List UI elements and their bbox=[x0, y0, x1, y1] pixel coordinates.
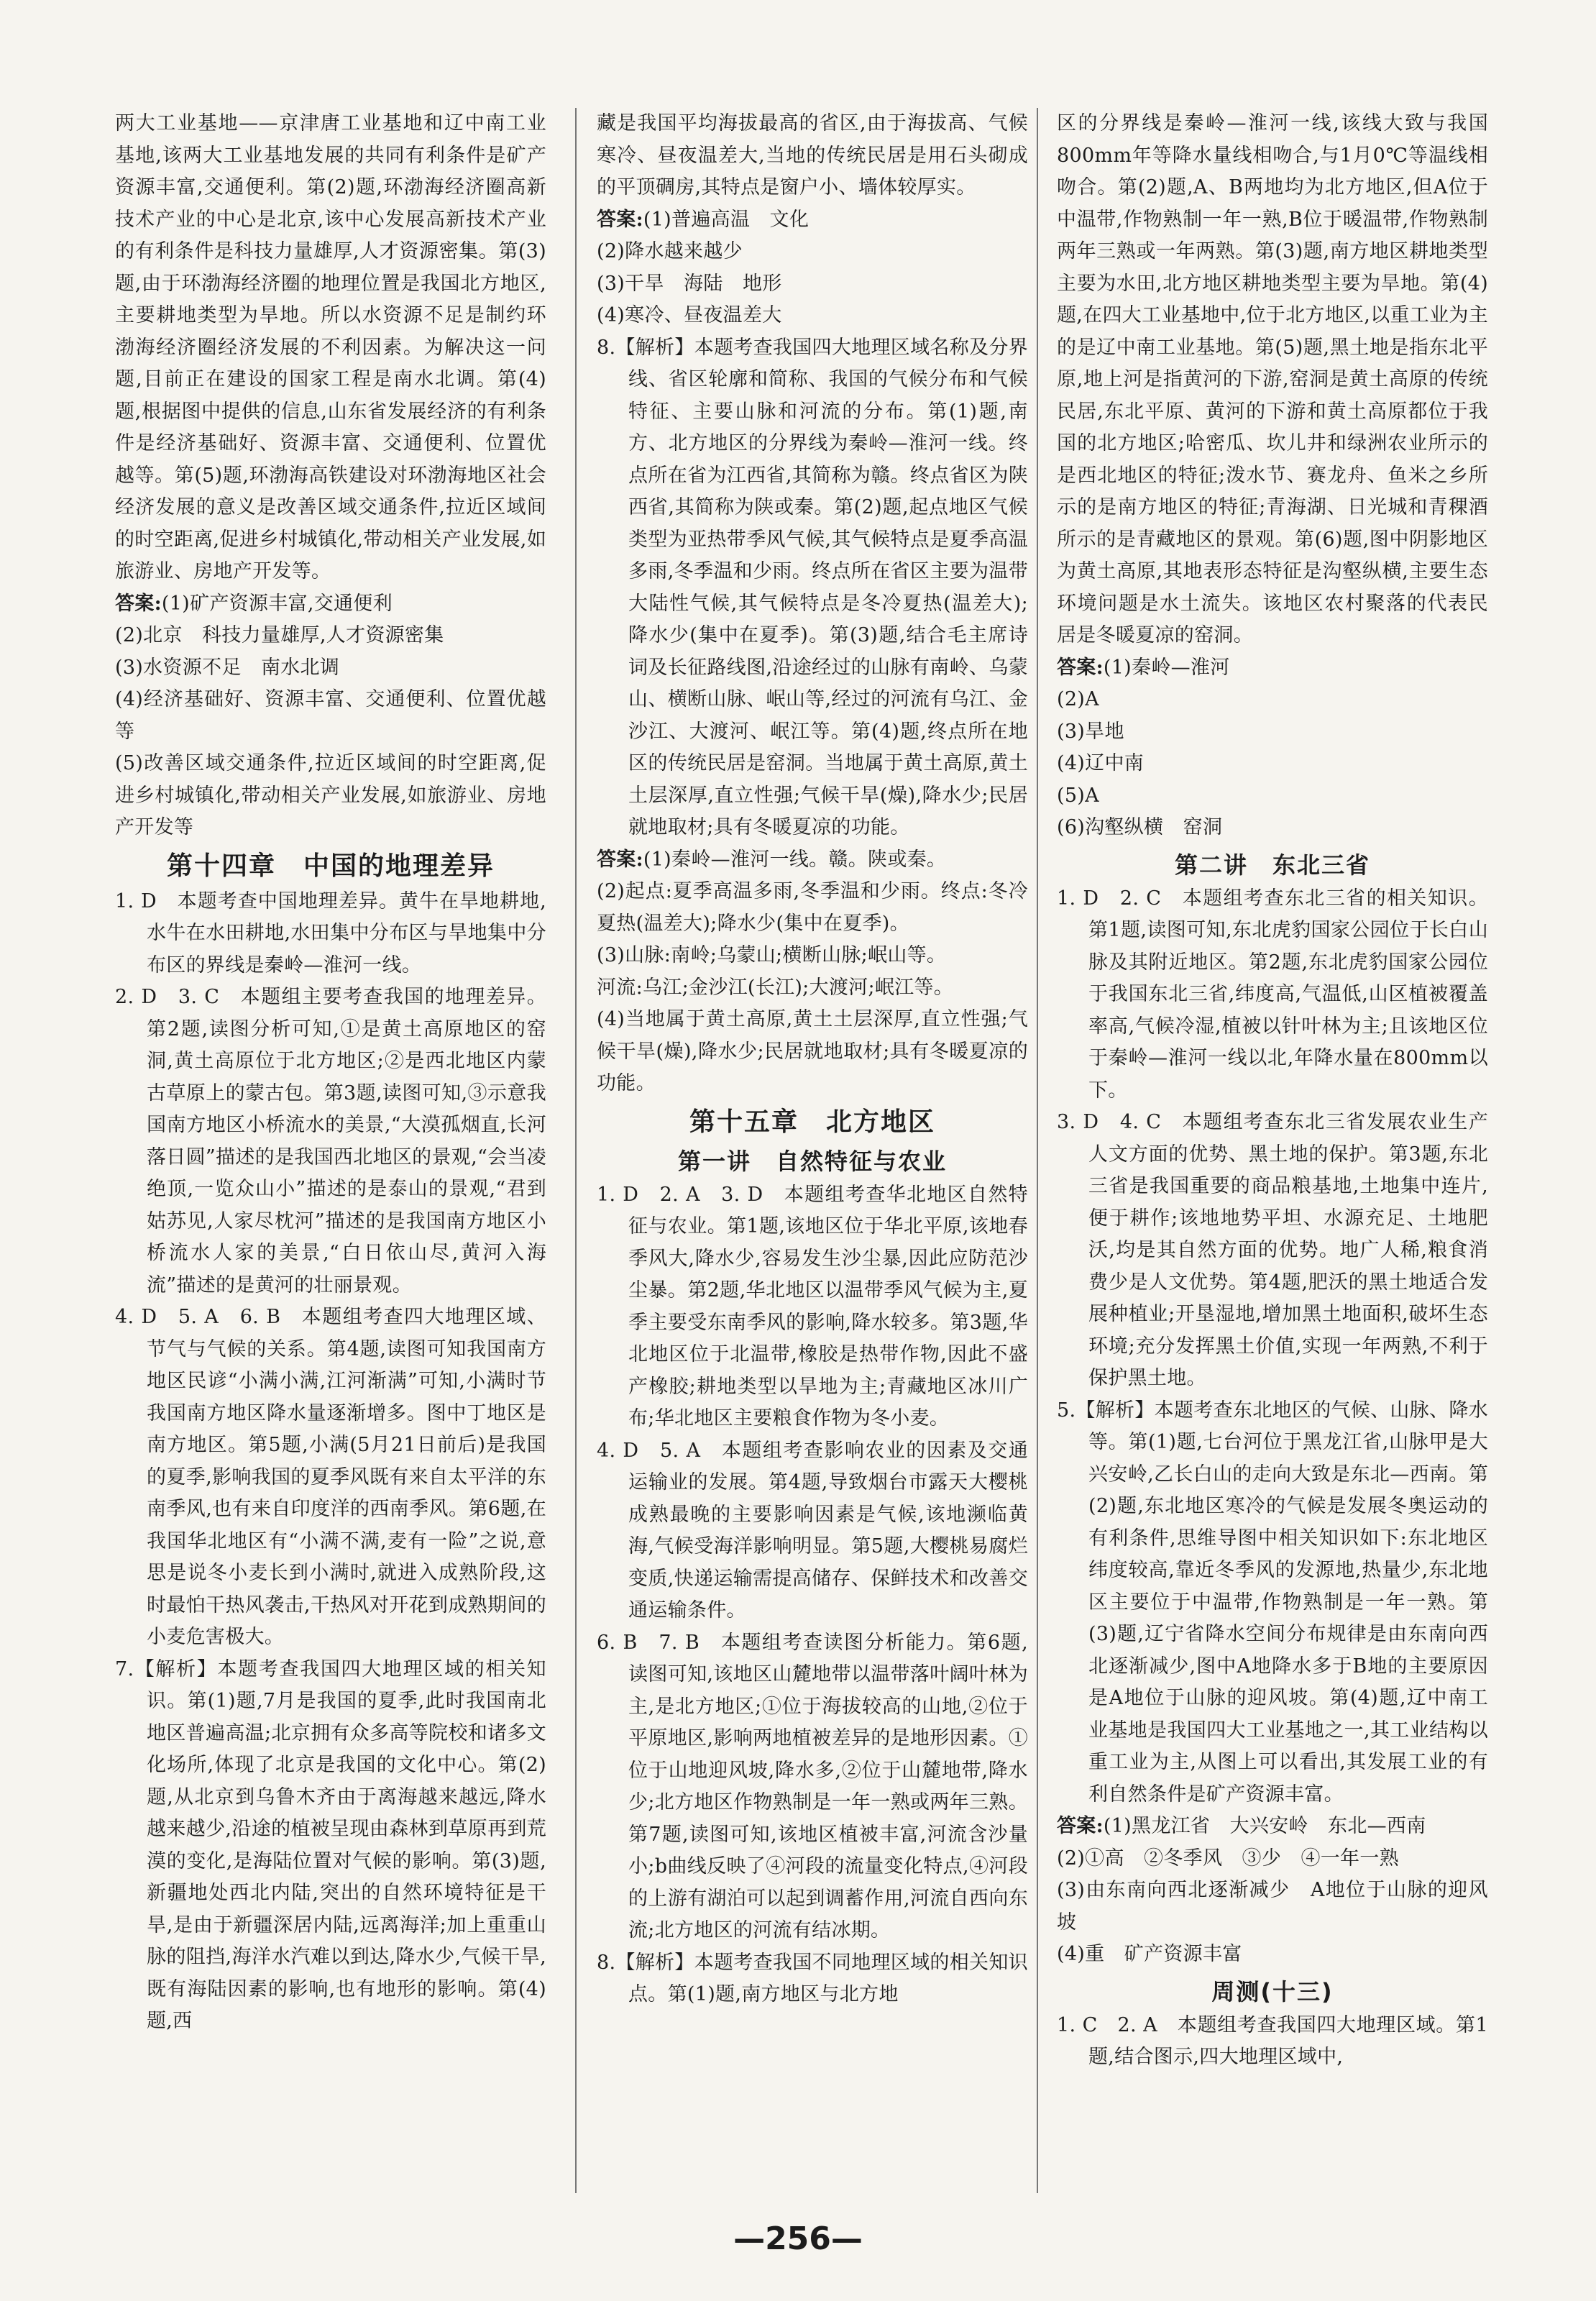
answer-line: (4)重 矿产资源丰富 bbox=[1057, 1943, 1242, 1965]
lesson-heading: 第二讲 东北三省 bbox=[1174, 851, 1370, 879]
question-explanation: 1. C 2. A 本题组考查我国四大地理区域。第1题,结合图示,四大地理区域中, bbox=[1057, 2013, 1488, 2068]
answer-line: (2)北京 科技力量雄厚,人才资源密集 bbox=[115, 624, 444, 646]
question-explanation: 1. D 2. A 3. D 本题组考查华北地区自然特征与农业。第1题,该地区位于华北平原,该地春季风大,降水少,容易发生沙尘暴,因此应防范沙尘暴。第2题,华北地区以温带季风气候为主,夏季主要受东南季风的影响,降水较多。第3题,华北地区位于北温带,橡胶是热带作物,因此不盛产橡胶;耕地类型以旱地为主;青藏地区冰川广布;华北地区主要粮食作物为冬小麦。 bbox=[597, 1183, 1028, 1429]
answer-line: (4)经济基础好、资源丰富、交通便利、位置优越等 bbox=[115, 688, 546, 743]
answer-line: 答案:(1)秦岭—淮河 bbox=[1057, 656, 1230, 679]
answer-line: 答案:(1)秦岭—淮河一线。赣。陕或秦。 bbox=[597, 848, 947, 871]
question-explanation: 7.【解析】本题考查我国四大地理区域的相关知识。第(1)题,7月是我国的夏季,此时我国南北地区普遍高温;北京拥有众多高等院校和诸多文化场所,体现了北京是我国的文化中心。第(2)题,从北京到乌鲁木齐由于离海越来越远,降水越来越少,沿途的植被呈现由森林到草原再到荒漠的变化,是海陆位置对气候的影响。第(3)题,新疆地处西北内陆,突出的自然环境特征是干旱,是由于新疆深居内陆,远离海洋;加上重重山脉的阻挡,海洋水汽难以到达,降水少,气候干旱,既有海陆因素的影响,也有地形的影响。第(4)题,西 bbox=[115, 1657, 546, 2032]
answer-line: (4)辽中南 bbox=[1057, 752, 1145, 774]
paragraph-explanation: 藏是我国平均海拔最高的省区,由于海拔高、气候寒冷、昼夜温差大,当地的传统民居是用石头砌成的平顶碉房,其特点是窗户小、墙体较厚实。 bbox=[597, 112, 1028, 198]
answer-line: (2)①高 ②冬季风 ③少 ④一年一熟 bbox=[1057, 1847, 1399, 1870]
answer-line: (2)A bbox=[1057, 688, 1099, 710]
column-left bbox=[115, 108, 546, 2193]
answer-line: (6)沟壑纵横 窑洞 bbox=[1057, 816, 1223, 838]
answer-line: 河流:乌江;金沙江(长江);大渡河;岷江等。 bbox=[597, 976, 954, 999]
answer-line: (3)水资源不足 南水北调 bbox=[115, 656, 340, 679]
question-explanation: 2. D 3. C 本题组主要考查我国的地理差异。第2题,读图分析可知,①是黄土高原地区的窑洞,黄土高原位于北方地区;②是西北地区内蒙古草原上的蒙古包。第3题,读图可知,③示意我国南方地区小桥流水的美景,“大漠孤烟直,长河落日圆”描述的是我国西北地区的景观,“会当凌绝顶,一览众山小”描述的是泰山的景观,“君到姑苏见,人家尽枕河”描述的是我国南方地区小桥流水人家的美景,“白日依山尽,黄河入海流”描述的是黄河的壮丽景观。 bbox=[115, 986, 546, 1296]
question-explanation: 4. D 5. A 本题组考查影响农业的因素及交通运输业的发展。第4题,导致烟台市露天大樱桃成熟最晚的主要影响因素是气候,该地濒临黄海,气候受海洋影响明显。第5题,大樱桃易腐烂变质,快递运输需提高储存、保鲜技术和改善交通运输条件。 bbox=[597, 1439, 1028, 1621]
chapter-heading: 第十五章 北方地区 bbox=[689, 1107, 935, 1137]
column-middle bbox=[597, 108, 1028, 2193]
column-divider bbox=[575, 108, 577, 2193]
column-right bbox=[1057, 108, 1488, 2193]
question-explanation: 8.【解析】本题考查我国不同地理区域的相关知识点。第(1)题,南方地区与北方地 bbox=[597, 1951, 1028, 2005]
question-explanation: 1. D 2. C 本题组考查东北三省的相关知识。第1题,读图可知,东北虎豹国家公园位于长白山脉及其附近地区。第2题,东北虎豹国家公园位于我国东北三省,纬度高,气温低,山区植被覆盖率高,气候冷湿,植被以针叶林为主;且该地区位于秦岭—淮河一线以北,年降水量在800mm以下。 bbox=[1057, 887, 1488, 1102]
paragraph-explanation: 区的分界线是秦岭—淮河一线,该线大致与我国800mm年等降水量线相吻合,与1月0℃等温线相吻合。第(2)题,A、B两地均为北方地区,但A位于中温带,作物熟制一年一熟,B位于暖温带,作物熟制两年三熟或一年两熟。第(3)题,南方地区耕地类型主要为水田,北方地区耕地类型主要为旱地。第(4)题,在四大工业基地中,位于北方地区,以重工业为主的是辽中南工业基地。第(5)题,黑土地是指东北平原,地上河是指黄河的下游,窑洞是黄土高原的传统民居,东北平原、黄河的下游和黄土高原都位于我国的北方地区;哈密瓜、坎儿井和绿洲农业所示的是西北地区的特征;泼水节、赛龙舟、鱼米之乡所示的是南方地区的特征;青海湖、日光城和青稞酒所示的是青藏地区的景观。第(6)题,图中阴影地区为黄土高原,其地表形态特征是沟壑纵横,主要生态环境问题是水土流失。该地区农村聚落的代表民居是冬暖夏凉的窑洞。 bbox=[1057, 112, 1488, 646]
answer-line: (3)干旱 海陆 地形 bbox=[597, 272, 782, 295]
answer-line: (3)山脉:南岭;乌蒙山;横断山脉;岷山等。 bbox=[597, 944, 947, 966]
question-explanation: 6. B 7. B 本题组考查读图分析能力。第6题,读图可知,该地区山麓地带以温带落叶阔叶林为主,是北方地区;①位于海拔较高的山地,②位于平原地区,影响两地植被差异的是地形因素。①位于山地迎风坡,降水多,②位于山麓地带,降水少;北方地区作物熟制是一年一熟或两年三熟。第7题,读图可知,该地区植被丰富,河流含沙量小;b曲线反映了④河段的流量变化特点,④河段的上游有湖泊可以起到调蓄作用,河流自西向东流;北方地区的河流有结冰期。 bbox=[597, 1631, 1028, 1941]
answer-line: (5)A bbox=[1057, 784, 1099, 807]
chapter-heading: 第十四章 中国的地理差异 bbox=[166, 851, 495, 881]
answer-line: (4)寒冷、昼夜温差大 bbox=[597, 304, 782, 326]
question-explanation: 4. D 5. A 6. B 本题组考查四大地理区域、节气与气候的关系。第4题,读图可知我国南方地区民谚“小满小满,江河渐满”可知,小满时节我国南方地区降水量逐渐增多。图中丁地区是南方地区。第5题,小满(5月21日前后)是我国的夏季,影响我国的夏季风既有来自太平洋的东南季风,也有来自印度洋的西南季风。第6题,在我国华北地区有“小满不满,麦有一险”之说,意思是说冬小麦长到小满时,就进入成熟阶段,这时最怕干热风袭击,干热风对开花到成熟期间的小麦危害极大。 bbox=[115, 1306, 546, 1648]
answer-line: 答案:(1)普遍高温 文化 bbox=[597, 208, 810, 231]
answer-line: (3)旱地 bbox=[1057, 720, 1124, 743]
column-divider bbox=[1037, 108, 1038, 2193]
answer-line: (2)起点:夏季高温多雨,冬季温和少雨。终点:冬冷夏热(温差大);降水少(集中在夏季)。 bbox=[597, 880, 1028, 935]
answer-line: 答案:(1)矿产资源丰富,交通便利 bbox=[115, 592, 393, 615]
paragraph-explanation: 两大工业基地——京津唐工业基地和辽中南工业基地,该两大工业基地发展的共同有利条件是矿产资源丰富,交通便利。第(2)题,环渤海经济圈高新技术产业的中心是北京,该中心发展高新技术产业的有利条件是科技力量雄厚,人才资源密集。第(3)题,由于环渤海经济圈的地理位置是我国北方地区,主要耕地类型为旱地。所以水资源不足是制约环渤海经济圈经济发展的不利因素。为解决这一问题,目前正在建设的国家工程是南水北调。第(4)题,根据图中提供的信息,山东省发展经济的有利条件是经济基础好、资源丰富、交通便利、位置优越等。第(5)题,环渤海高铁建设对环渤海地区社会经济发展的意义是改善区域交通条件,拉近区域间的时空距离,促进乡村城镇化,带动相关产业发展,如旅游业、房地产开发等。 bbox=[115, 112, 546, 582]
question-explanation: 5.【解析】本题考查东北地区的气候、山脉、降水等。第(1)题,七台河位于黑龙江省,山脉甲是大兴安岭,乙长白山的走向大致是东北—西南。第(2)题,东北地区寒冷的气候是发展冬奥运动的有利条件,思维导图中相关知识如下:东北地区纬度较高,靠近冬季风的发源地,热量少,东北地区主要位于中温带,作物熟制是一年一熟。第(3)题,辽宁省降水空间分布规律是由东南向西北逐渐减少,图中A地降水多于B地的主要原因是A地位于山脉的迎风坡。第(4)题,辽中南工业基地是我国四大工业基地之一,其工业结构以重工业为主,从图上可以看出,其发展工业的有利自然条件是矿产资源丰富。 bbox=[1057, 1399, 1488, 1806]
page-number: —256— bbox=[733, 2220, 863, 2257]
question-explanation: 1. D 本题考查中国地理差异。黄牛在旱地耕地,水牛在水田耕地,水田集中分布区与旱地集中分布区的界线是秦岭—淮河一线。 bbox=[115, 889, 546, 976]
question-explanation: 3. D 4. C 本题组考查东北三省发展农业生产人文方面的优势、黑土地的保护。第3题,东北三省是我国重要的商品粮基地,土地集中连片,便于耕作;该地地势平坦、水源充足、土地肥沃,均是其自然方面的优势。地广人稀,粮食消费少是人文优势。第4题,肥沃的黑土地适合发展种植业;开垦湿地,增加黑土地面积,破坏生态环境;充分发挥黑土价值,实现一年两熟,不利于保护黑土地。 bbox=[1057, 1111, 1488, 1389]
answer-line: (2)降水越来越少 bbox=[597, 240, 743, 262]
lesson-heading: 第一讲 自然特征与农业 bbox=[677, 1147, 947, 1175]
section-heading: 周测(十三) bbox=[1211, 1977, 1334, 2005]
answer-line: 答案:(1)黑龙江省 大兴安岭 东北—西南 bbox=[1057, 1815, 1426, 1837]
answer-line: (5)改善区域交通条件,拉近区域间的时空距离,促进乡村城镇化,带动相关产业发展,如旅游业、房地产开发等 bbox=[115, 752, 546, 838]
answer-line: (4)当地属于黄土高原,黄土土层深厚,直立性强;气候干旱(燥),降水少;民居就地取材;具有冬暖夏凉的功能。 bbox=[597, 1008, 1028, 1094]
question-explanation: 8.【解析】本题考查我国四大地理区域名称及分界线、省区轮廓和简称、我国的气候分布和气候特征、主要山脉和河流的分布。第(1)题,南方、北方地区的分界线为秦岭—淮河一线。终点所在省为江西省,其简称为赣。终点省区为陕西省,其简称为陕或秦。第(2)题,起点地区气候类型为亚热带季风气候,其气候特点是夏季高温多雨,冬季温和少雨。终点所在省区主要为温带大陆性气候,其气候特点是冬冷夏热(温差大);降水少(集中在夏季)。第(3)题,结合毛主席诗词及长征路线图,沿途经过的山脉有南岭、乌蒙山、横断山脉、岷山等,经过的河流有乌江、金沙江、大渡河、岷江等。第(4)题,终点所在地区的传统民居是窑洞。当地属于黄土高原,黄土土层深厚,直立性强;气候干旱(燥),降水少;民居就地取材;具有冬暖夏凉的功能。 bbox=[597, 336, 1028, 838]
answer-line: (3)由东南向西北逐渐减少 A地位于山脉的迎风坡 bbox=[1057, 1879, 1488, 1934]
